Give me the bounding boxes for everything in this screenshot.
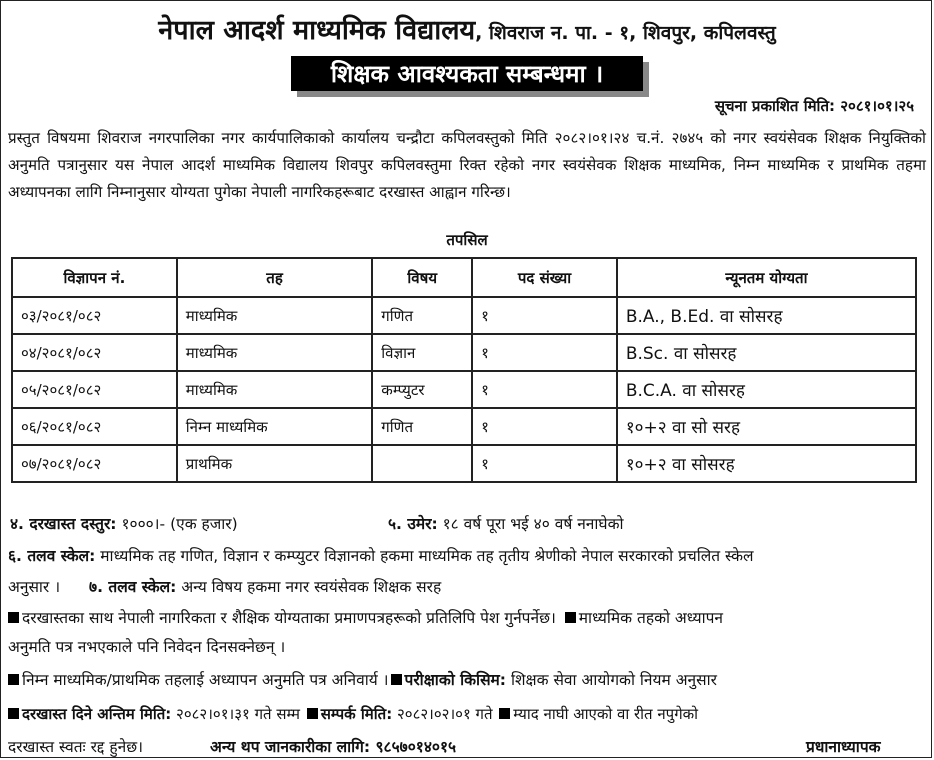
qual-np: वा सोसरह [676,381,745,401]
salary-text: माध्यमिक तह गणित, विज्ञान र कम्प्युटर विज्ञानको हकमा माध्यमिक तह तृतीय श्रेणीको नेपाल सरकारको प्रचलित स्केल [95,547,754,565]
age-line [388,512,624,534]
salary-label: ६. तलव स्केल: [8,547,96,565]
col-subject: विषय [372,258,472,297]
cell-posts: १ [472,371,617,408]
cell-level: माध्यमिक [177,334,373,371]
cell-ad-no: ०७/२०८१/०८२ [12,445,177,482]
fee-line [10,512,238,534]
deadline-line-2 [8,735,143,757]
docs-text-3: अनुमति पत्र नभएकाले पनि निवेदन दिनसक्नेछन् । [8,638,286,656]
square-bullet-icon [307,708,318,719]
salary-text-7: अन्य विषय हकमा नगर स्वयंसेवक शिक्षक सरह [176,578,442,596]
cell-subject [372,445,472,482]
qual-en: B.C.A. [625,381,677,401]
deadline-value: २०८२।०१।३१ गते सम्म [171,705,300,723]
table-header-row [12,258,916,297]
deadline-label: दरखास्त दिने अन्तिम मिति: [22,705,172,723]
cell-ad-no: ०३/२०८१/०८२ [12,297,177,334]
cell-posts: १ [472,297,617,334]
subject-banner-wrap [0,56,934,91]
square-bullet-icon [391,674,402,685]
docs-line-1 [8,606,723,628]
cell-level: प्राथमिक [177,445,373,482]
fee-label: ४. दरखास्त दस्तुर: [10,515,117,533]
school-address: , शिवराज न. पा. - १, शिवपुर, कपिलवस्तु [475,22,776,44]
square-bullet-icon [565,612,576,623]
table-row [12,408,916,445]
square-bullet-icon [499,708,510,719]
exam-label: परीक्षाको किसिम: [404,671,507,689]
col-level: तह [177,258,373,297]
cell-qualification [617,334,916,371]
cell-qualification [617,371,916,408]
cell-level: माध्यमिक [177,371,373,408]
school-title [0,10,934,47]
cell-posts: १ [472,408,617,445]
contact-value: २०८२।०२।०१ गते [392,705,493,723]
salary-line-1 [8,544,754,566]
table-row [12,334,916,371]
late-text-2: दरखास्त स्वतः रद्द हुनेछ। [8,738,143,756]
school-name: नेपाल आदर्श माध्यमिक विद्यालय [158,15,476,46]
signatory: प्रधानाध्यापक [806,738,881,756]
qual-en: B.Sc. [625,344,669,364]
cell-posts: १ [472,334,617,371]
late-text: म्याद नाघी आएको वा रीत नपुगेको [513,705,699,723]
fee-value: १०००।- (एक हजार) [116,515,238,533]
notice-date: सूचना प्रकाशित मिति: २०८१।०१।२५ [714,97,914,115]
permit-text: निम्न माध्यमिक/प्राथमिक तहलाई अध्यापन अनुमति पत्र अनिवार्य । [22,671,389,689]
salary-label-7: ७. तलव स्केल: [89,578,177,596]
info-line: अन्य थप जानकारीका लागि: ९८५७०१४०१५ [210,738,457,756]
age-value: १८ वर्ष पूरा भई ४० वर्ष ननाघेको [437,515,624,533]
age-label: ५. उमेर: [388,515,438,533]
col-ad-no: विज्ञापन नं. [12,258,177,297]
qual-np: १०+२ वा सोसरह [625,455,735,475]
intro-paragraph: प्रस्तुत विषयमा शिवराज नगरपालिका नगर कार्यपालिकाको कार्यालय चन्द्रौटा कपिलवस्तुको मिति २०८२।०१।२४ च.नं. २७४५ को नगर स्वयंसेवक शिक्षक नियुक्तिको अनुमति पत्रानुसार यस नेपाल आदर्श माध्यमिक विद्यालय शिवपुर कपिलवस्तुमा रिक्त रहेको नगर स्वयंसेवक शिक्षक माध्यमिक, निम्न माध्यमिक र प्राथमिक तहमा अध्यापनका लागि निम्नानुसार योग्यता पुगेका नेपाली नागरिकहरूबाट दरखास्त आह्वान गरिन्छ। [8,129,926,201]
square-bullet-icon [8,674,19,685]
square-bullet-icon [8,708,19,719]
table-title: तपसिल [446,231,488,249]
vacancy-table [11,257,917,483]
cell-subject: कम्प्युटर [372,371,472,408]
cell-ad-no: ०४/२०८१/०८२ [12,334,177,371]
cell-level: निम्न माध्यमिक [177,408,373,445]
cell-ad-no: ०५/२०८१/०८२ [12,371,177,408]
cell-qualification [617,408,916,445]
permit-line [8,668,717,690]
docs-text-1: दरखास्तका साथ नेपाली नागरिकता र शैक्षिक योग्यताका प्रमाणपत्रहरूको प्रतिलिपि पेश गुर्नपर्नेछ। [22,609,556,627]
square-bullet-icon [8,612,19,623]
qual-np: वा सोसरह [714,307,783,327]
cell-subject: गणित [372,408,472,445]
col-qualification: न्यूनतम योग्यता [617,258,916,297]
cell-subject: गणित [372,297,472,334]
cell-ad-no: ०६/२०८१/०८२ [12,408,177,445]
exam-value: शिक्षक सेवा आयोगको नियम अनुसार [506,671,717,689]
salary-text-2: अनुसार । [8,578,61,596]
cell-level: माध्यमिक [177,297,373,334]
salary-line-2 [8,575,441,597]
table-row [12,297,916,334]
table-row [12,445,916,482]
cell-qualification [617,297,916,334]
qual-np: वा सोसरह [668,344,737,364]
contact-label: सम्पर्क मिति: [320,705,393,723]
docs-line-2 [8,635,285,657]
cell-qualification [617,445,916,482]
deadline-line [8,704,698,724]
qual-np: १०+२ वा सो सरह [625,418,741,438]
cell-subject: विज्ञान [372,334,472,371]
docs-text-2: माध्यमिक तहको अध्यापन [578,609,723,627]
col-posts: पद संख्या [472,258,617,297]
subject-banner: शिक्षक आवश्यकता सम्बन्धमा । [291,56,643,91]
qual-en: B.A., B.Ed. [625,307,715,327]
table-row [12,371,916,408]
cell-posts: १ [472,445,617,482]
